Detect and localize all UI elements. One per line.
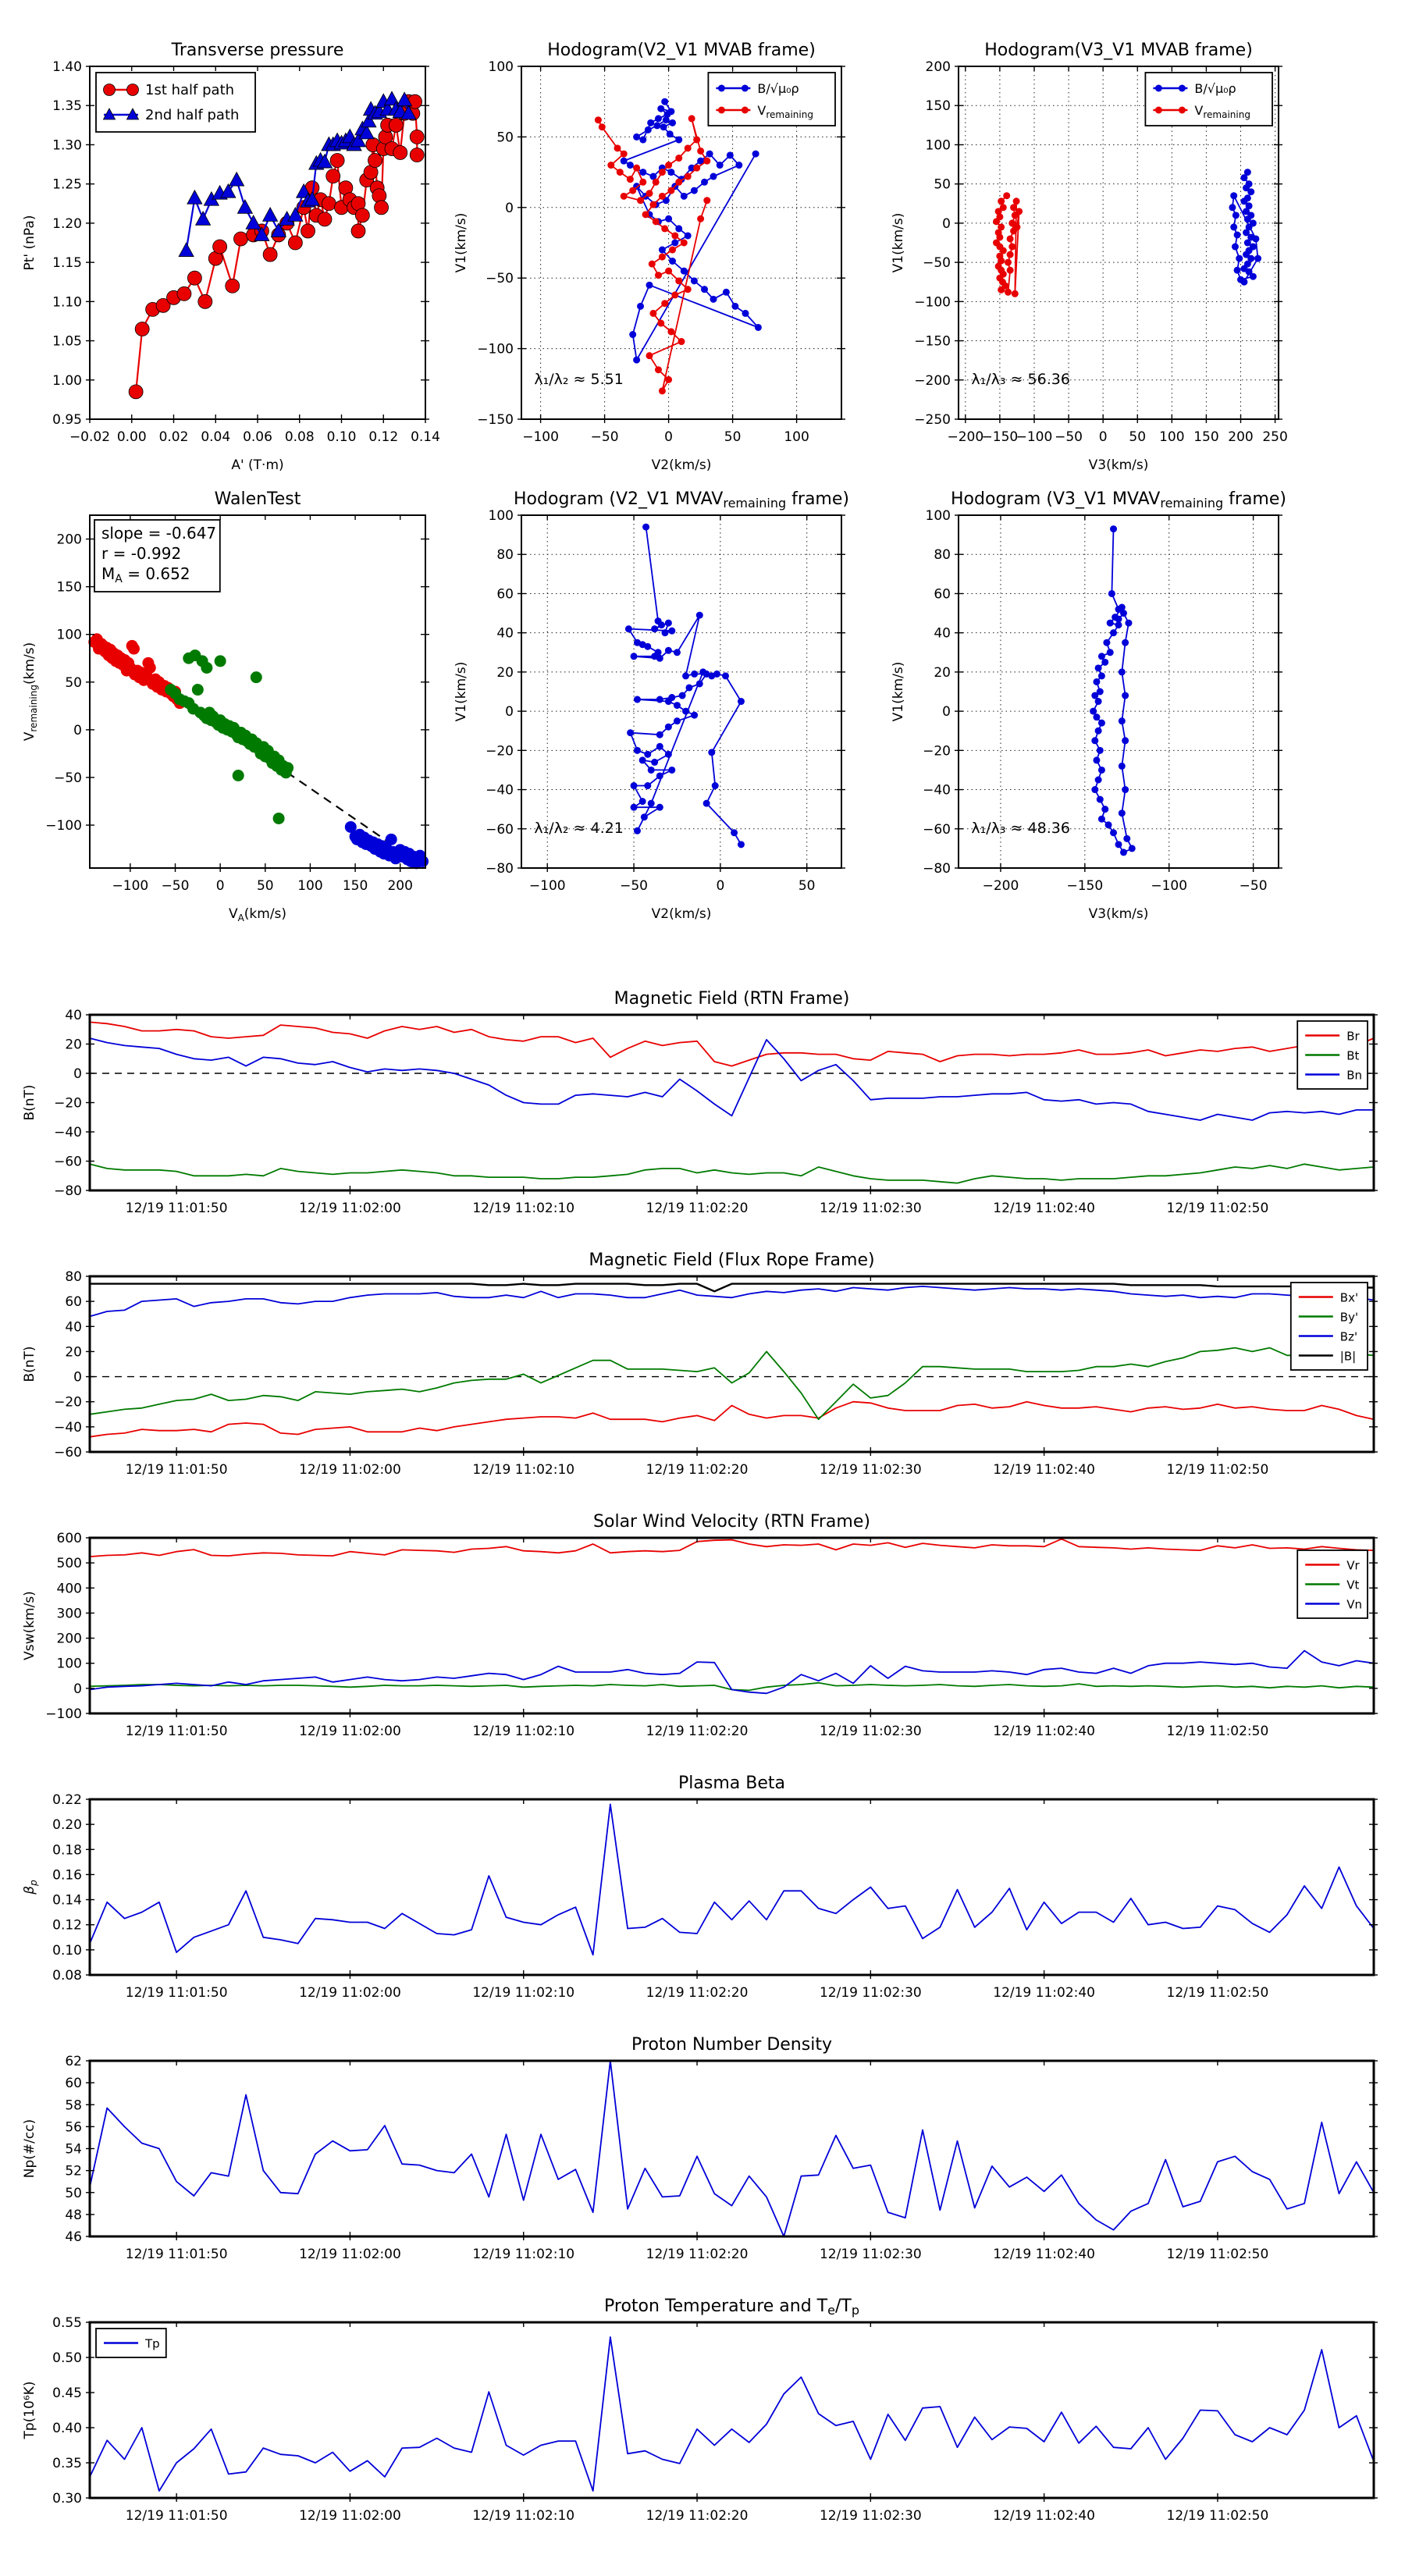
- svg-text:100: 100: [56, 627, 82, 643]
- svg-text:0.02: 0.02: [158, 429, 189, 445]
- svg-text:0: 0: [73, 1681, 82, 1697]
- svg-text:−150: −150: [914, 333, 951, 350]
- svg-text:Np(#/cc): Np(#/cc): [22, 2119, 37, 2179]
- svg-text:VA(km/s): $V_A(km/s)$: [228, 906, 287, 923]
- svg-text:12/19 11:02:00: 12/19 11:02:00: [299, 1724, 401, 1739]
- svg-text:100: 100: [1159, 429, 1185, 445]
- svg-text:λ₁/λ₃ ≈ 56.36: λ₁/λ₃ ≈ 56.36: [971, 370, 1070, 388]
- svg-text:200: 200: [56, 1631, 82, 1647]
- svg-text:250: 250: [1262, 429, 1288, 445]
- svg-text:12/19 11:02:10: 12/19 11:02:10: [472, 2508, 575, 2524]
- svg-proton-temperature: [2, 2287, 1405, 2560]
- svg-text:0.12: 0.12: [52, 1917, 82, 1934]
- svg-text:−50: −50: [486, 271, 514, 287]
- svg-text:λ₁/λ₂ ≈ 5.51: λ₁/λ₂ ≈ 5.51: [534, 370, 624, 388]
- svg-text:0.10: 0.10: [52, 1942, 82, 1959]
- svg-text:400: 400: [56, 1581, 82, 1597]
- svg-text:54: 54: [65, 2141, 82, 2158]
- svg-text:Proton Number Density: Proton Number Density: [631, 2035, 832, 2055]
- svg-walen-test: [2, 480, 458, 930]
- svg-text:80: 80: [65, 1269, 82, 1285]
- svg-text:56: 56: [65, 2119, 82, 2136]
- svg-text:B/√μ₀ρ: B/√μ₀ρ: [757, 81, 799, 96]
- svg-text:0: 0: [664, 429, 674, 445]
- svg-text:0.50: 0.50: [52, 2350, 82, 2366]
- svg-text:300: 300: [56, 1606, 82, 1622]
- svg-text:12/19 11:01:50: 12/19 11:01:50: [125, 1985, 228, 2001]
- svg-text:46: 46: [65, 2229, 82, 2245]
- svg-text:0: 0: [73, 722, 82, 738]
- svg-text:V2(km/s): V2(km/s): [651, 457, 712, 473]
- svg-text:50: 50: [496, 130, 514, 146]
- svg-text:0: 0: [942, 704, 951, 720]
- svg-text:V3(km/s): V3(km/s): [1088, 906, 1149, 922]
- svg-text:Tp: Tp: [145, 2336, 160, 2351]
- svg-text:100: 100: [925, 137, 951, 154]
- svg-text:−40: −40: [54, 1419, 82, 1436]
- svg-text:−20: −20: [923, 743, 951, 760]
- svg-text:12/19 11:01:50: 12/19 11:01:50: [125, 1201, 228, 1216]
- svg-text:150: 150: [925, 98, 951, 115]
- svg-text:12/19 11:02:00: 12/19 11:02:00: [299, 2247, 401, 2262]
- svg-hodogram-v3v1-mvav: [871, 480, 1311, 930]
- svg-text:Vr: Vr: [1346, 1558, 1360, 1573]
- svg-text:0.04: 0.04: [201, 429, 231, 445]
- svg-text:12/19 11:02:50: 12/19 11:02:50: [1166, 1462, 1269, 1478]
- svg-text:12/19 11:02:00: 12/19 11:02:00: [299, 1201, 401, 1216]
- svg-text:100: 100: [925, 508, 951, 524]
- svg-text:−100: −100: [477, 341, 514, 358]
- svg-text:0.14: 0.14: [411, 429, 440, 445]
- svg-text:12/19 11:02:20: 12/19 11:02:20: [646, 1462, 749, 1478]
- svg-text:Vremaining: $V_{remaining}$: [757, 103, 813, 120]
- svg-text:12/19 11:02:30: 12/19 11:02:30: [819, 1201, 922, 1216]
- svg-text:12/19 11:02:50: 12/19 11:02:50: [1166, 1985, 1269, 2001]
- svg-text:50: 50: [65, 674, 82, 691]
- svg-text:200: 200: [925, 59, 951, 75]
- svg-text:Magnetic Field (Flux Rope Fram: Magnetic Field (Flux Rope Frame): [589, 1251, 875, 1270]
- svg-text:−50: −50: [161, 878, 190, 894]
- svg-text:150: 150: [56, 579, 82, 596]
- svg-text:−80: −80: [923, 861, 951, 877]
- svg-text:52: 52: [65, 2163, 82, 2179]
- svg-text:0.10: 0.10: [326, 429, 357, 445]
- svg-text:r = -0.992: r = -0.992: [101, 544, 182, 563]
- svg-text:B/√μ₀ρ: B/√μ₀ρ: [1194, 81, 1236, 96]
- svg-text:0: 0: [73, 1066, 82, 1082]
- svg-text:12/19 11:01:50: 12/19 11:01:50: [125, 1724, 228, 1739]
- svg-text:0.12: 0.12: [368, 429, 399, 445]
- svg-text:12/19 11:02:10: 12/19 11:02:10: [472, 1201, 575, 1216]
- svg-text:V2(km/s): V2(km/s): [651, 906, 712, 922]
- svg-text:−40: −40: [923, 782, 951, 799]
- svg-text:−100: −100: [45, 818, 82, 834]
- svg-text:20: 20: [496, 664, 514, 681]
- svg-hodogram-v3v1-mvab: [871, 31, 1311, 482]
- svg-text:−40: −40: [486, 782, 514, 799]
- svg-text:0: 0: [505, 704, 514, 720]
- svg-text:500: 500: [56, 1556, 82, 1572]
- svg-text:12/19 11:02:20: 12/19 11:02:20: [646, 1201, 749, 1216]
- svg-text:1.10: 1.10: [52, 294, 82, 311]
- svg-text:λ₁/λ₂ ≈ 4.21: λ₁/λ₂ ≈ 4.21: [534, 819, 624, 837]
- svg-text:0.00: 0.00: [116, 429, 147, 445]
- svg-text:Pt' (nPa): Pt' (nPa): [22, 215, 37, 271]
- svg-text:−40: −40: [54, 1125, 82, 1140]
- svg-text:60: 60: [496, 586, 514, 603]
- svg-text:Tp(10⁶K): Tp(10⁶K): [22, 2381, 37, 2439]
- svg-hodogram-v2v1-mvab: [434, 31, 874, 482]
- svg-text:−100: −100: [528, 878, 566, 894]
- svg-text:−20: −20: [54, 1394, 82, 1411]
- svg-text:Vremaining(km/s): $V_{remaining}(km/s)$: [22, 642, 39, 742]
- svg-text:2nd half path: 2nd half path: [145, 107, 240, 123]
- svg-text:−100: −100: [914, 294, 951, 311]
- svg-text:−250: −250: [914, 412, 951, 428]
- svg-solar-wind-velocity: [2, 1503, 1405, 1776]
- svg-text:λ₁/λ₃ ≈ 48.36: λ₁/λ₃ ≈ 48.36: [971, 819, 1070, 837]
- svg-text:Hodogram (V2_V1 MVAVremaining: Hodogram (V2_V1 MVAVremaining frame): [514, 489, 849, 511]
- svg-text:WalenTest: WalenTest: [214, 489, 301, 509]
- svg-hodogram-v2v1-mvav: [434, 480, 874, 930]
- svg-text:1.00: 1.00: [52, 372, 82, 389]
- svg-text:12/19 11:02:40: 12/19 11:02:40: [993, 2508, 1096, 2524]
- svg-text:12/19 11:02:20: 12/19 11:02:20: [646, 1724, 749, 1739]
- svg-text:βp: $\beta_p$: [22, 1880, 39, 1895]
- svg-text:−200: −200: [914, 372, 951, 389]
- svg-text:Vremaining: $V_{remaining}$: [1194, 103, 1250, 120]
- svg-text:Br: Br: [1346, 1029, 1360, 1044]
- svg-text:−150: −150: [1066, 878, 1104, 894]
- svg-text:Vt: Vt: [1346, 1578, 1360, 1592]
- svg-text:0.30: 0.30: [52, 2491, 82, 2507]
- svg-text:200: 200: [56, 532, 82, 548]
- svg-text:MA = 0.652: $M_A = 0.652$: [101, 564, 190, 585]
- svg-text:12/19 11:02:10: 12/19 11:02:10: [472, 1724, 575, 1739]
- svg-text:0: 0: [215, 878, 225, 894]
- svg-text:0.14: 0.14: [52, 1892, 82, 1909]
- svg-text:1.20: 1.20: [52, 215, 82, 232]
- svg-text:50: 50: [934, 176, 951, 193]
- svg-text:−150: −150: [477, 412, 514, 428]
- svg-text:100: 100: [56, 1656, 82, 1672]
- svg-text:60: 60: [934, 586, 951, 603]
- svg-text:150: 150: [1193, 429, 1219, 445]
- svg-text:12/19 11:02:50: 12/19 11:02:50: [1166, 2508, 1269, 2524]
- svg-text:20: 20: [65, 1037, 82, 1053]
- svg-text:12/19 11:02:20: 12/19 11:02:20: [646, 2247, 749, 2262]
- svg-text:1.30: 1.30: [52, 137, 82, 154]
- svg-text:−60: −60: [54, 1154, 82, 1170]
- svg-text:200: 200: [1228, 429, 1254, 445]
- svg-text:12/19 11:02:00: 12/19 11:02:00: [299, 1985, 401, 2001]
- svg-text:−80: −80: [54, 1183, 82, 1199]
- svg-text:12/19 11:02:00: 12/19 11:02:00: [299, 1462, 401, 1478]
- svg-text:12/19 11:02:30: 12/19 11:02:30: [819, 1462, 922, 1478]
- svg-text:1.15: 1.15: [52, 255, 82, 272]
- svg-text:Bn: Bn: [1346, 1068, 1363, 1083]
- svg-text:1st half path: 1st half path: [145, 82, 235, 98]
- svg-text:−50: −50: [1055, 429, 1083, 445]
- svg-text:−50: −50: [1239, 878, 1268, 894]
- svg-text:62: 62: [65, 2054, 82, 2069]
- svg-text:12/19 11:02:50: 12/19 11:02:50: [1166, 2247, 1269, 2262]
- svg-text:−60: −60: [54, 1445, 82, 1461]
- svg-text:0: 0: [942, 215, 951, 232]
- svg-text:−100: −100: [1016, 429, 1053, 445]
- svg-text:100: 100: [784, 429, 809, 445]
- svg-text:100: 100: [297, 878, 323, 894]
- svg-text:48: 48: [65, 2207, 82, 2223]
- svg-text:A' (T·m): A' (T·m): [231, 457, 284, 473]
- svg-magnetic-field-flux-rope: [2, 1241, 1405, 1514]
- svg-text:0: 0: [505, 200, 514, 216]
- svg-text:−150: −150: [981, 429, 1019, 445]
- svg-text:−50: −50: [54, 770, 82, 786]
- svg-text:Bz': Bz': [1339, 1329, 1358, 1344]
- svg-text:−20: −20: [54, 1095, 82, 1112]
- svg-text:20: 20: [934, 664, 951, 681]
- svg-text:80: 80: [934, 547, 951, 564]
- svg-text:Transverse pressure: Transverse pressure: [171, 41, 344, 60]
- svg-text:V3(km/s): V3(km/s): [1088, 457, 1149, 473]
- svg-text:0.22: 0.22: [52, 1792, 82, 1808]
- svg-transverse-pressure: [2, 31, 458, 482]
- svg-text:Hodogram(V3_V1 MVAB frame): Hodogram(V3_V1 MVAB frame): [984, 41, 1253, 60]
- svg-text:0.40: 0.40: [52, 2421, 82, 2436]
- svg-text:58: 58: [65, 2097, 82, 2114]
- svg-text:12/19 11:02:20: 12/19 11:02:20: [646, 2508, 749, 2524]
- svg-proton-number-density: [2, 2026, 1405, 2299]
- svg-text:0.16: 0.16: [52, 1867, 82, 1884]
- svg-text:−200: −200: [982, 878, 1019, 894]
- svg-text:Bt: Bt: [1346, 1048, 1360, 1063]
- svg-text:40: 40: [65, 1008, 82, 1023]
- svg-text:−100: −100: [112, 878, 149, 894]
- svg-text:Plasma Beta: Plasma Beta: [678, 1774, 785, 1793]
- svg-text:40: 40: [934, 625, 951, 642]
- svg-text:B(nT): B(nT): [22, 1084, 37, 1121]
- svg-text:0: 0: [716, 878, 725, 894]
- svg-text:100: 100: [488, 59, 514, 75]
- svg-text:−100: −100: [522, 429, 559, 445]
- svg-text:12/19 11:02:10: 12/19 11:02:10: [472, 2247, 575, 2262]
- svg-text:−60: −60: [486, 821, 514, 838]
- svg-text:slope = -0.647: slope = -0.647: [101, 524, 217, 543]
- svg-text:12/19 11:01:50: 12/19 11:01:50: [125, 2247, 228, 2262]
- svg-text:12/19 11:02:50: 12/19 11:02:50: [1166, 1201, 1269, 1216]
- svg-text:60: 60: [65, 2076, 82, 2092]
- svg-text:0.08: 0.08: [284, 429, 315, 445]
- svg-text:1.35: 1.35: [52, 98, 82, 115]
- svg-text:0.95: 0.95: [52, 412, 82, 428]
- svg-text:12/19 11:02:20: 12/19 11:02:20: [646, 1985, 749, 2001]
- svg-text:50: 50: [724, 429, 742, 445]
- svg-text:Solar Wind Velocity (RTN Frame: Solar Wind Velocity (RTN Frame): [593, 1512, 870, 1532]
- svg-text:200: 200: [387, 878, 413, 894]
- svg-magnetic-field-rtn: [2, 980, 1405, 1253]
- svg-text:Proton Temperature and Te/Tp: Proton Temperature and Te/Tp: [604, 2297, 859, 2318]
- svg-text:12/19 11:02:10: 12/19 11:02:10: [472, 1985, 575, 2001]
- svg-text:V1(km/s): V1(km/s): [454, 661, 469, 722]
- svg-text:−20: −20: [486, 743, 514, 760]
- svg-text:100: 100: [488, 508, 514, 524]
- svg-text:40: 40: [496, 625, 514, 642]
- svg-text:600: 600: [56, 1531, 82, 1546]
- svg-text:By': By': [1339, 1310, 1359, 1325]
- svg-text:12/19 11:02:00: 12/19 11:02:00: [299, 2508, 401, 2524]
- svg-text:50: 50: [256, 878, 274, 894]
- svg-text:0.45: 0.45: [52, 2386, 82, 2401]
- svg-text:|B|: |B|: [1339, 1349, 1357, 1364]
- svg-text:12/19 11:02:30: 12/19 11:02:30: [819, 1985, 922, 2001]
- svg-text:0.08: 0.08: [52, 1968, 82, 1984]
- svg-text:12/19 11:02:40: 12/19 11:02:40: [993, 1985, 1096, 2001]
- svg-text:0.20: 0.20: [52, 1817, 82, 1834]
- svg-text:50: 50: [1129, 429, 1147, 445]
- svg-text:150: 150: [342, 878, 368, 894]
- svg-text:V1(km/s): V1(km/s): [454, 212, 469, 273]
- svg-text:Hodogram (V3_V1 MVAVremaining: Hodogram (V3_V1 MVAVremaining frame): [951, 489, 1286, 511]
- svg-text:12/19 11:02:50: 12/19 11:02:50: [1166, 1724, 1269, 1739]
- svg-text:−100: −100: [1151, 878, 1188, 894]
- svg-text:V1(km/s): V1(km/s): [891, 661, 906, 722]
- svg-text:12/19 11:02:30: 12/19 11:02:30: [819, 1724, 922, 1739]
- svg-text:B(nT): B(nT): [22, 1346, 37, 1382]
- svg-text:−200: −200: [947, 429, 984, 445]
- svg-text:V1(km/s): V1(km/s): [891, 212, 906, 273]
- svg-text:50: 50: [798, 878, 816, 894]
- svg-text:Hodogram(V2_V1 MVAB frame): Hodogram(V2_V1 MVAB frame): [547, 41, 816, 60]
- svg-text:1.05: 1.05: [52, 333, 82, 350]
- svg-text:−0.02: −0.02: [69, 429, 111, 445]
- svg-text:Magnetic Field (RTN Frame): Magnetic Field (RTN Frame): [614, 989, 850, 1009]
- svg-text:60: 60: [65, 1294, 82, 1311]
- svg-text:0: 0: [1098, 429, 1108, 445]
- svg-text:12/19 11:02:30: 12/19 11:02:30: [819, 2508, 922, 2524]
- svg-text:12/19 11:02:30: 12/19 11:02:30: [819, 2247, 922, 2262]
- svg-text:12/19 11:02:10: 12/19 11:02:10: [472, 1462, 575, 1478]
- svg-text:40: 40: [65, 1319, 82, 1336]
- svg-text:12/19 11:02:40: 12/19 11:02:40: [993, 1724, 1096, 1739]
- svg-text:20: 20: [65, 1344, 82, 1361]
- svg-text:1.25: 1.25: [52, 176, 82, 193]
- svg-text:0.55: 0.55: [52, 2315, 82, 2331]
- svg-text:50: 50: [65, 2185, 82, 2201]
- svg-text:12/19 11:01:50: 12/19 11:01:50: [125, 2508, 228, 2524]
- svg-text:1.40: 1.40: [52, 59, 82, 75]
- svg-text:0.06: 0.06: [243, 429, 272, 445]
- svg-text:12/19 11:01:50: 12/19 11:01:50: [125, 1462, 228, 1478]
- svg-text:−50: −50: [923, 255, 951, 272]
- svg-text:−60: −60: [923, 821, 951, 838]
- svg-text:Vsw(km/s): Vsw(km/s): [22, 1591, 37, 1660]
- svg-text:Bx': Bx': [1339, 1290, 1359, 1305]
- svg-text:12/19 11:02:40: 12/19 11:02:40: [993, 1201, 1096, 1216]
- svg-text:12/19 11:02:40: 12/19 11:02:40: [993, 1462, 1096, 1478]
- svg-text:0: 0: [73, 1369, 82, 1386]
- svg-text:80: 80: [496, 547, 514, 564]
- svg-text:−50: −50: [620, 878, 648, 894]
- svg-text:0.18: 0.18: [52, 1842, 82, 1859]
- svg-text:12/19 11:02:40: 12/19 11:02:40: [993, 2247, 1096, 2262]
- svg-text:−80: −80: [486, 861, 514, 877]
- svg-text:−100: −100: [45, 1706, 82, 1722]
- svg-text:−50: −50: [590, 429, 619, 445]
- svg-plasma-beta: [2, 1764, 1405, 2037]
- svg-text:0.35: 0.35: [52, 2456, 82, 2471]
- svg-text:Vn: Vn: [1346, 1597, 1362, 1612]
